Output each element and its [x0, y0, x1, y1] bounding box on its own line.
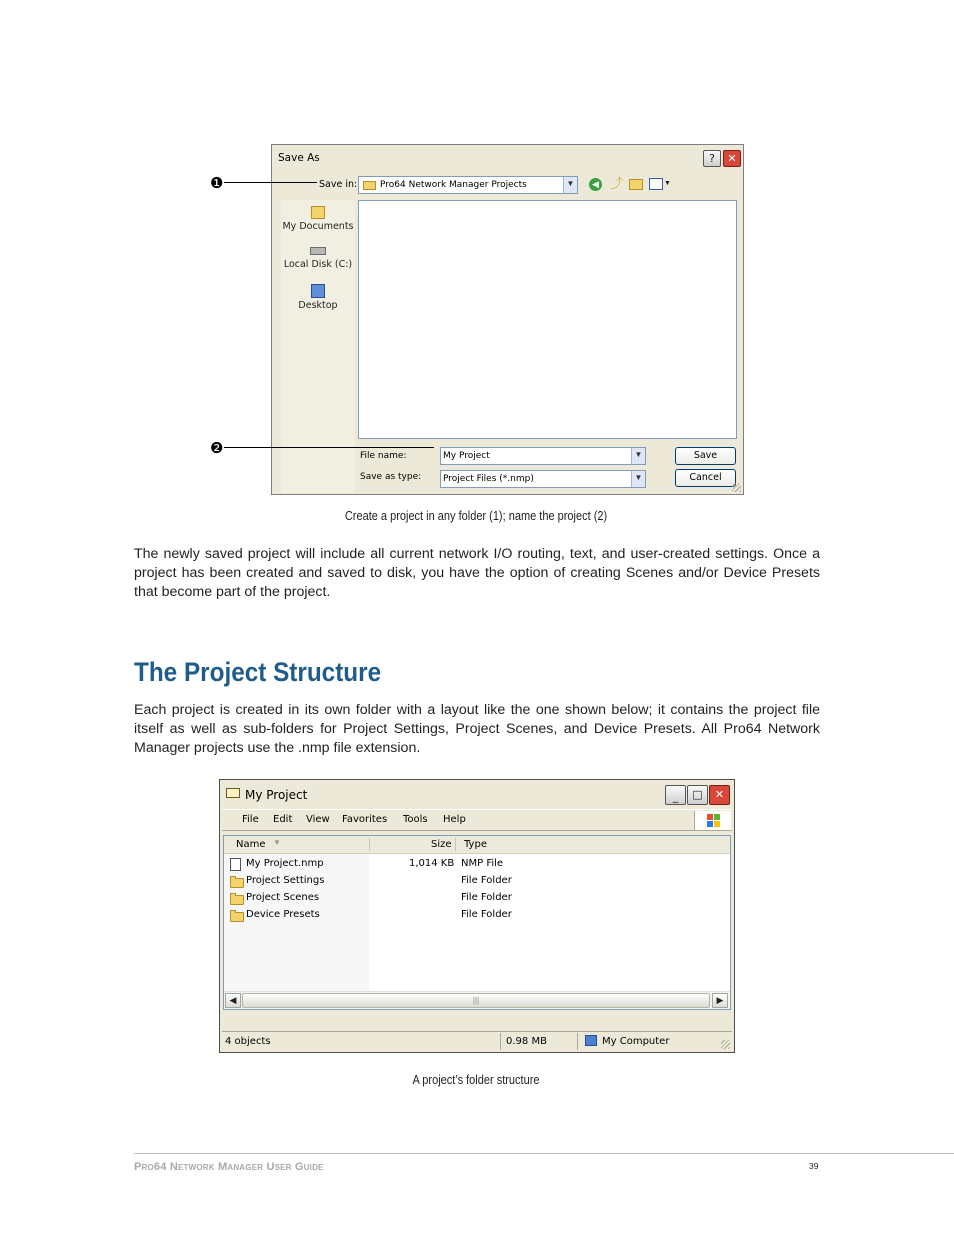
scroll-left-icon[interactable]: ◀ [225, 993, 241, 1008]
menu-file[interactable]: File [242, 814, 259, 825]
figure-caption: A project’s folder structure [412, 1073, 540, 1087]
places-label: My Documents [282, 221, 354, 232]
save-in-value: Pro64 Network Manager Projects [380, 180, 527, 190]
column-size[interactable]: Size [431, 839, 452, 850]
table-row[interactable] [224, 907, 730, 924]
windows-logo-icon [694, 811, 731, 830]
dialog-titlebar [272, 145, 743, 169]
chevron-down-icon[interactable]: ▼ [631, 448, 645, 464]
help-button[interactable] [703, 150, 721, 167]
menu-edit[interactable]: Edit [273, 814, 293, 825]
explorer-window [219, 779, 735, 1053]
my-documents-icon [311, 206, 325, 219]
file-name-value: My Project [443, 451, 490, 461]
folder-icon [363, 181, 376, 190]
resize-grip-icon[interactable] [721, 1040, 730, 1049]
resize-grip-icon[interactable] [732, 483, 741, 492]
chevron-down-icon[interactable]: ▼ [563, 177, 577, 193]
file-list[interactable] [358, 200, 737, 439]
column-type[interactable]: Type [464, 839, 487, 850]
row-name: Device Presets [246, 909, 320, 920]
menu-view[interactable]: View [306, 814, 330, 825]
file-icon [230, 858, 241, 871]
views-chevron-icon[interactable]: ▼ [664, 180, 671, 187]
row-name: Project Settings [246, 875, 325, 886]
places-label: Desktop [298, 300, 338, 311]
places-bar [281, 200, 355, 493]
folder-icon [226, 788, 240, 798]
folder-icon [230, 895, 244, 905]
save-button[interactable] [675, 447, 736, 465]
page-number: 39 [809, 1161, 819, 1171]
figure-caption: Create a project in any folder (1); name the project (2) [344, 509, 608, 523]
minimize-icon: _ [672, 790, 679, 803]
callout-2: ❷ [210, 440, 224, 457]
places-my-documents[interactable] [281, 206, 355, 232]
folder-icon [230, 878, 244, 888]
table-row[interactable] [224, 873, 730, 890]
close-icon: ✕ [714, 788, 725, 801]
up-folder-icon[interactable]: ⤴ [610, 176, 624, 191]
row-type: File Folder [461, 909, 512, 920]
cancel-button-label: Cancel [689, 472, 722, 483]
save-as-dialog [271, 144, 744, 495]
minimize-button[interactable] [665, 785, 686, 805]
chevron-down-icon[interactable]: ▼ [631, 471, 645, 487]
save-in-label: Save in: [319, 179, 358, 190]
file-name-label: File name: [360, 451, 407, 461]
maximize-icon: □ [692, 788, 703, 801]
column-divider[interactable] [455, 838, 456, 851]
menu-help[interactable]: Help [443, 814, 466, 825]
status-divider [577, 1033, 578, 1050]
status-size: 0.98 MB [506, 1036, 547, 1047]
section-heading: The Project Structure [134, 657, 382, 687]
callout-1: ❶ [210, 175, 224, 192]
close-button[interactable] [723, 150, 741, 167]
table-row[interactable] [224, 856, 730, 873]
save-button-label: Save [693, 450, 718, 461]
places-label: Local Disk (C:) [283, 259, 353, 270]
dialog-title: Save As [278, 152, 320, 164]
callout-2-line [224, 447, 434, 448]
save-as-type-value: Project Files (*.nmp) [443, 474, 534, 484]
row-name: My Project.nmp [246, 858, 324, 869]
hard-disk-icon [310, 247, 326, 255]
views-menu-icon[interactable] [649, 178, 663, 190]
footer-rule [134, 1153, 954, 1154]
column-divider[interactable] [369, 838, 370, 851]
status-location: My Computer [602, 1036, 670, 1047]
footer-guide-title: Pro64 Network Manager User Guide [134, 1161, 324, 1173]
column-header-bar [224, 836, 730, 854]
body-paragraph: Each project is created in its own folder with a layout like the one shown below; it contains the project file itself as well as sub-folders for Project Settings, Project Scenes, and Device Presets. All Pro64 Network Manager projects use the .nmp file extension. [134, 702, 820, 756]
new-folder-icon[interactable] [629, 179, 643, 190]
body-paragraph: The newly saved project will include all current network I/O routing, text, and user-created settings. Once a project has been created and saved to disk, you have the option of creating Scenes and/or Device Presets that become part of the project. [134, 546, 820, 600]
save-as-type-label: Save as type: [360, 472, 422, 482]
menu-tools[interactable]: Tools [403, 814, 428, 825]
explorer-titlebar [220, 780, 734, 808]
places-local-disk[interactable] [281, 247, 355, 270]
callout-1-line [224, 182, 317, 183]
back-icon[interactable]: ◀ [589, 178, 602, 191]
table-row[interactable] [224, 890, 730, 907]
menu-favorites[interactable]: Favorites [342, 814, 388, 825]
window-title: My Project [245, 788, 308, 802]
maximize-button[interactable] [687, 785, 708, 805]
desktop-icon [311, 284, 325, 298]
status-bar [222, 1031, 732, 1051]
help-icon: ? [709, 152, 715, 165]
horizontal-scrollbar[interactable] [224, 991, 730, 1009]
status-divider [500, 1033, 501, 1050]
row-name: Project Scenes [246, 892, 320, 903]
save-as-type-dropdown[interactable] [440, 470, 646, 488]
places-desktop[interactable] [281, 284, 355, 311]
close-button[interactable] [709, 785, 730, 805]
file-list[interactable] [223, 835, 731, 1010]
row-type: File Folder [461, 892, 512, 903]
status-objects: 4 objects [225, 1036, 271, 1047]
close-icon: ✕ [727, 152, 737, 165]
cancel-button[interactable] [675, 469, 736, 487]
row-size: 1,014 KB [409, 858, 455, 869]
file-name-field[interactable] [440, 447, 646, 465]
my-computer-icon [585, 1035, 597, 1046]
menu-bar [222, 809, 732, 831]
folder-icon [230, 912, 244, 922]
scroll-thumb[interactable]: ||| [242, 993, 710, 1008]
sort-descending-icon: ▼ [273, 838, 281, 847]
row-type: File Folder [461, 875, 512, 886]
save-in-dropdown[interactable] [358, 176, 578, 194]
row-type: NMP File [461, 858, 504, 869]
column-name[interactable]: Name [236, 839, 266, 850]
scroll-right-icon[interactable]: ▶ [712, 993, 728, 1008]
